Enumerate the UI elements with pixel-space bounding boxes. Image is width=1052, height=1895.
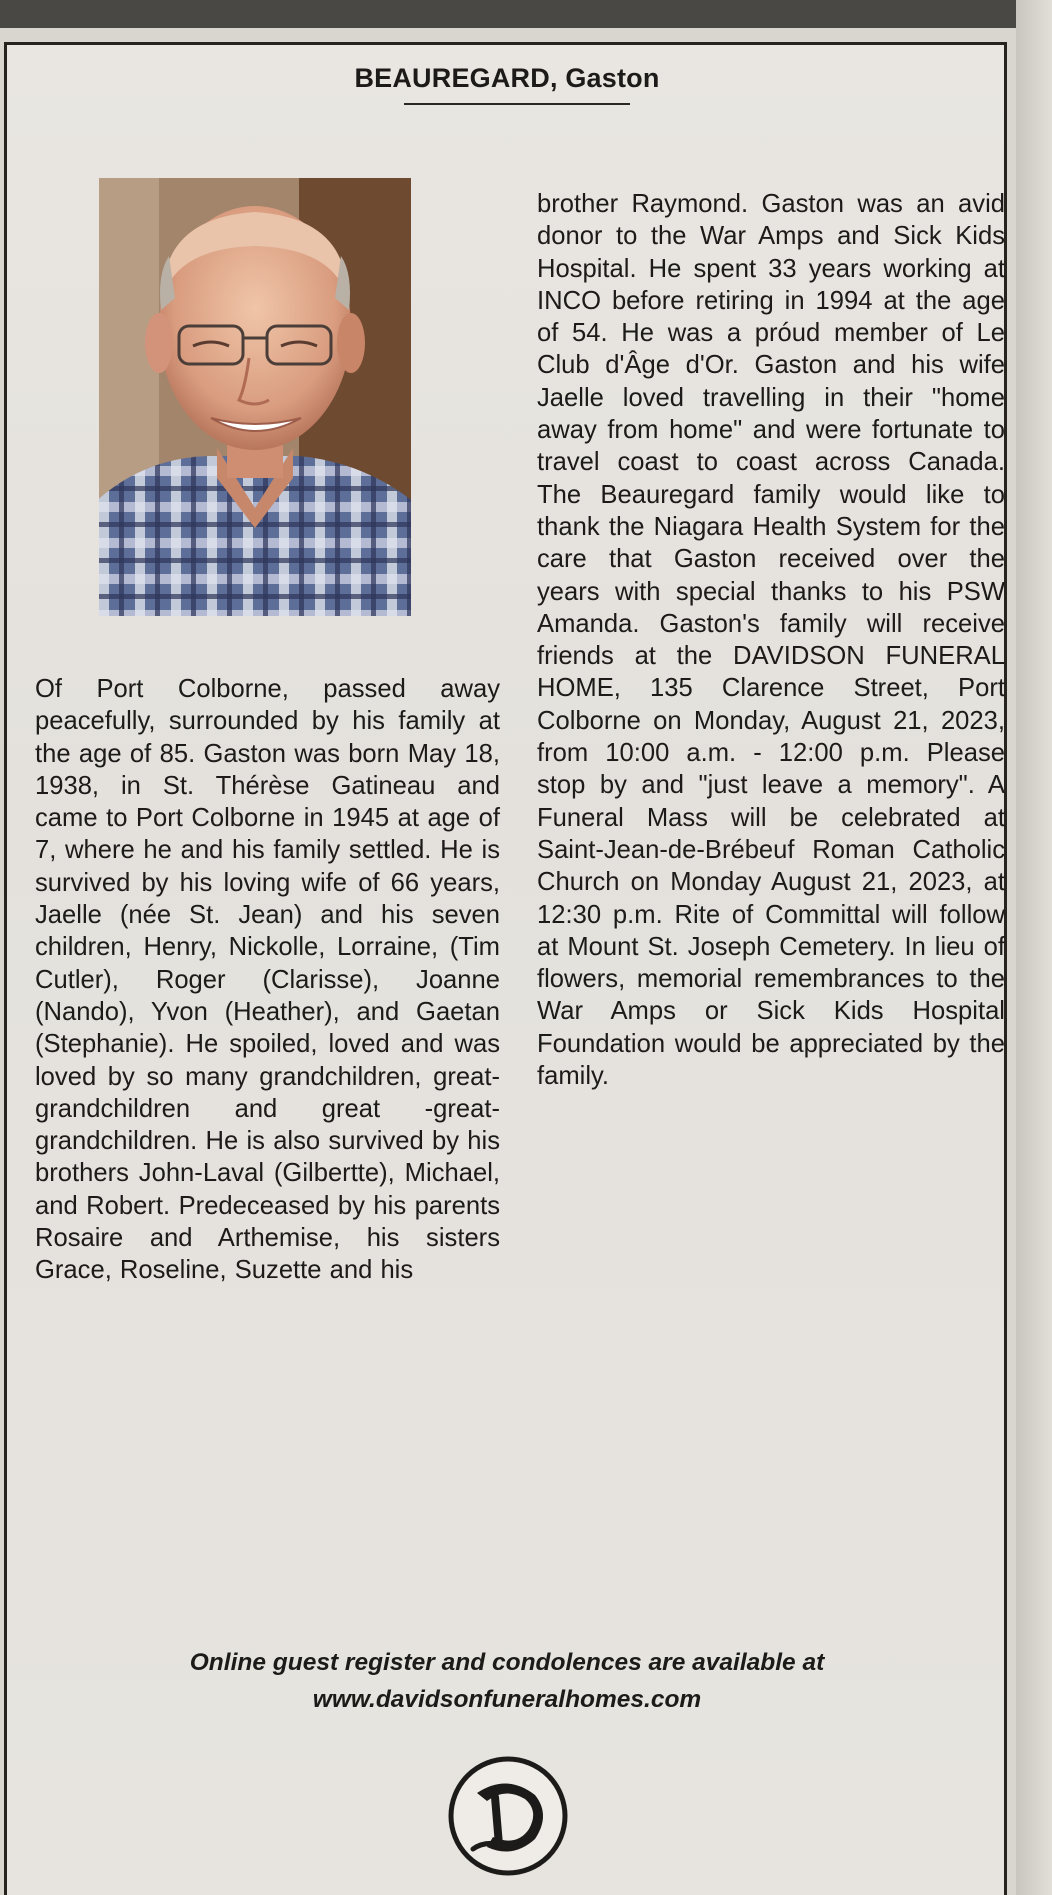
top-bar: [0, 0, 1052, 28]
notice-title: BEAUREGARD, Gaston: [354, 63, 660, 93]
obituary-text-right-column: brother Raymond. Gaston was an avid donor to the War Amps and Sick Kids Hospital. He spent 33 years working at INCO before retiring in 1994 at the age of 54. He was a próud member of Le Club d'Âge d'Or. Gaston and his wife Jaelle loved travelling in their "home away from home" and were fortunate to travel coast to coast across Canada. The Beauregard family would like to thank the Niagara Health System for the care that Gaston received over the years with special thanks to his PSW Amanda. Gaston's family will receive friends at the DAVIDSON FUNERAL HOME, 135 Clarence Street, Port Colborne on Monday, August 21, 2023, from 10:00 a.m. - 12:00 p.m. Please stop by and "just leave a memory". A Funeral Mass will be celebrated at Saint-Jean-de-Brébeuf Roman Catholic Church on Monday August 21, 2023, at 12:30 p.m. Rite of Committal will follow at Mount St. Joseph Cemetery. In lieu of flowers, memorial remembrances to the War Amps or Sick Kids Hospital Foundation would be appreciated by the family.: [537, 190, 1005, 1091]
guest-register-note: Online guest register and condolences are available at: [189, 1649, 825, 1676]
funeral-home-logo-icon: [447, 1755, 569, 1877]
funeral-home-website[interactable]: www.davidsonfuneralhomes.com: [312, 1686, 702, 1713]
portrait-photo: [99, 178, 411, 616]
title-underline: [404, 103, 630, 105]
obituary-text-left-column: Of Port Colborne, passed away peacefully, surrounded by his family at the age of 85. Gaston was born May 18, 1938, in St. Thérèse Gatineau and came to Port Colborne in 1945 at age of 7, where he and his family settled. He is survived by his loving wife of 66 years, Jaelle (née St. Jean) and his seven children, Henry, Nickolle, Lorraine, (Tim Cutler), Roger (Clarisse), Joanne (Nando), Yvon (Heather), and Gaetan (Stephanie). He spoiled, loved and was loved by so many grandchildren, great- grandchildren and great -great-grandchildren. He is also survived by his brothers John-Laval (Gilbertte), Michael, and Robert. Predeceased by his parents Rosaire and Arthemise, his sisters Grace, Roseline, Suzette and his: [35, 675, 500, 1285]
adjacent-page-strip: [1016, 0, 1052, 1895]
obituary-notice: [4, 42, 1007, 1895]
